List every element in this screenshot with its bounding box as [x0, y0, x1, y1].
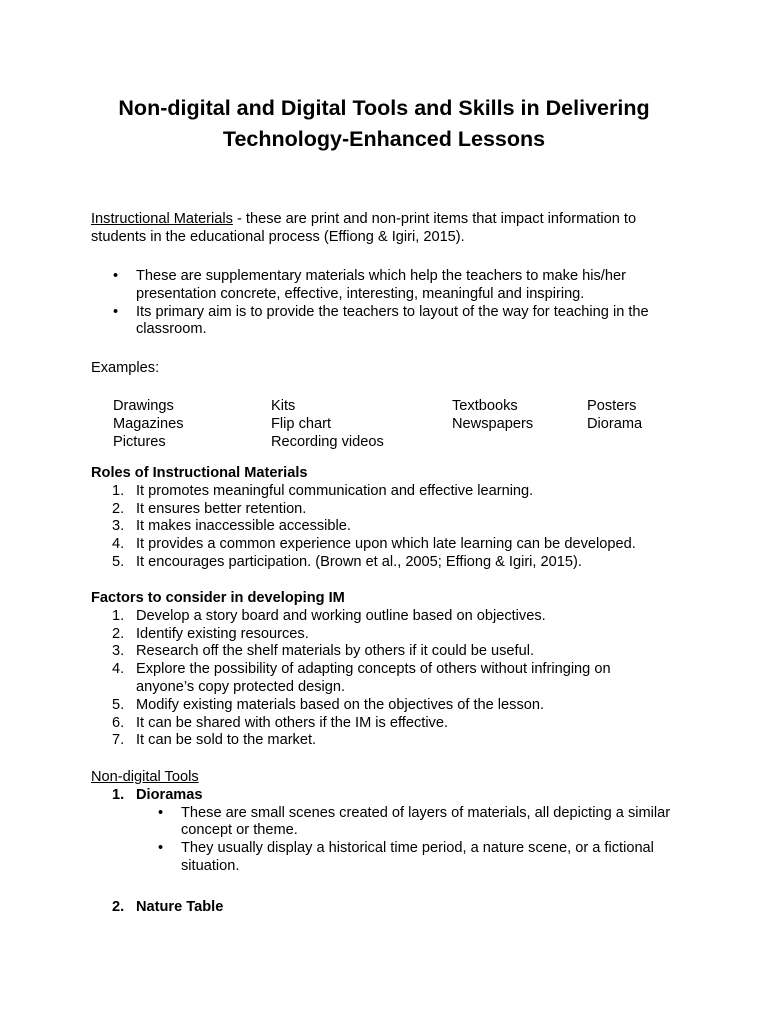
- list-item: 2. It ensures better retention.: [112, 500, 307, 517]
- list-item: • These are small scenes created of layers of materials, all depicting a similar concept or theme.: [91, 805, 681, 841]
- example-item: Magazines: [113, 415, 184, 432]
- roles-section: [91, 465, 691, 572]
- examples-column: [113, 398, 184, 451]
- list-item: 5. Modify existing materials based on the objectives of the lesson.: [112, 696, 545, 713]
- instructional-materials-bullets: [91, 268, 681, 339]
- list-item: 3. It makes inaccessible accessible.: [112, 518, 351, 535]
- list-item: • These are supplementary materials which help the teachers to make his/her presentation concrete, effective, interesting, meaningful and inspiring.: [91, 268, 681, 304]
- nature-table-item: [91, 899, 691, 917]
- example-item: Diorama: [587, 415, 643, 432]
- example-item: Newspapers: [452, 415, 534, 432]
- examples-column: [271, 398, 384, 451]
- instructional-materials-term: Instructional Materials: [91, 211, 233, 227]
- example-item: Recording videos: [271, 433, 384, 450]
- list-item: 4. It provides a common experience upon which late learning can be developed.: [112, 536, 636, 553]
- list-item: 4. Explore the possibility of adapting concepts of others without infringing on anyone’s copy protected design.: [112, 661, 611, 695]
- list-item: 7. It can be sold to the market.: [112, 732, 317, 749]
- example-item: Textbooks: [452, 398, 518, 414]
- tool-item-nature-table: 2. Nature Table: [112, 899, 224, 915]
- roles-heading: Roles of Instructional Materials: [91, 465, 308, 481]
- non-digital-tools-section: [91, 769, 681, 876]
- example-item: Pictures: [113, 433, 166, 450]
- example-item: Drawings: [113, 398, 174, 414]
- factors-section: [91, 590, 651, 750]
- instructional-materials-definition: [91, 211, 691, 247]
- examples-grid: [113, 398, 673, 452]
- tool-item-dioramas: 1. Dioramas: [112, 786, 203, 803]
- example-item: Kits: [271, 398, 296, 414]
- examples-column: [452, 398, 533, 434]
- list-item: 1. It promotes meaningful communication and effective learning.: [112, 482, 534, 499]
- non-digital-tools-heading: Non-digital Tools: [91, 769, 199, 785]
- example-item: Flip chart: [271, 415, 332, 432]
- examples-column: [587, 398, 642, 434]
- example-item: Posters: [587, 398, 637, 414]
- list-item: 1. Develop a story board and working outline based on objectives.: [112, 607, 546, 624]
- examples-label: Examples:: [91, 360, 160, 376]
- list-item: • They usually display a historical time period, a nature scene, or a fictional situation.: [91, 840, 681, 876]
- list-item: 6. It can be shared with others if the IM is effective.: [112, 714, 449, 731]
- list-item: • Its primary aim is to provide the teachers to layout of the way for teaching in the classroom.: [91, 304, 681, 340]
- list-item: 2. Identify existing resources.: [112, 625, 309, 642]
- factors-heading: Factors to consider in developing IM: [91, 590, 345, 606]
- page-title: Non-digital and Digital Tools and Skills in Delivering Technology-Enhanced Lessons: [118, 96, 650, 151]
- instructional-materials-text: - these are print and non-print items that impact information to students in the educational process (Effiong & Igiri, 2015).: [91, 211, 637, 245]
- list-item: 5. It encourages participation. (Brown et al., 2005; Effiong & Igiri, 2015).: [112, 553, 582, 570]
- list-item: 3. Research off the shelf materials by others if it could be useful.: [112, 643, 535, 660]
